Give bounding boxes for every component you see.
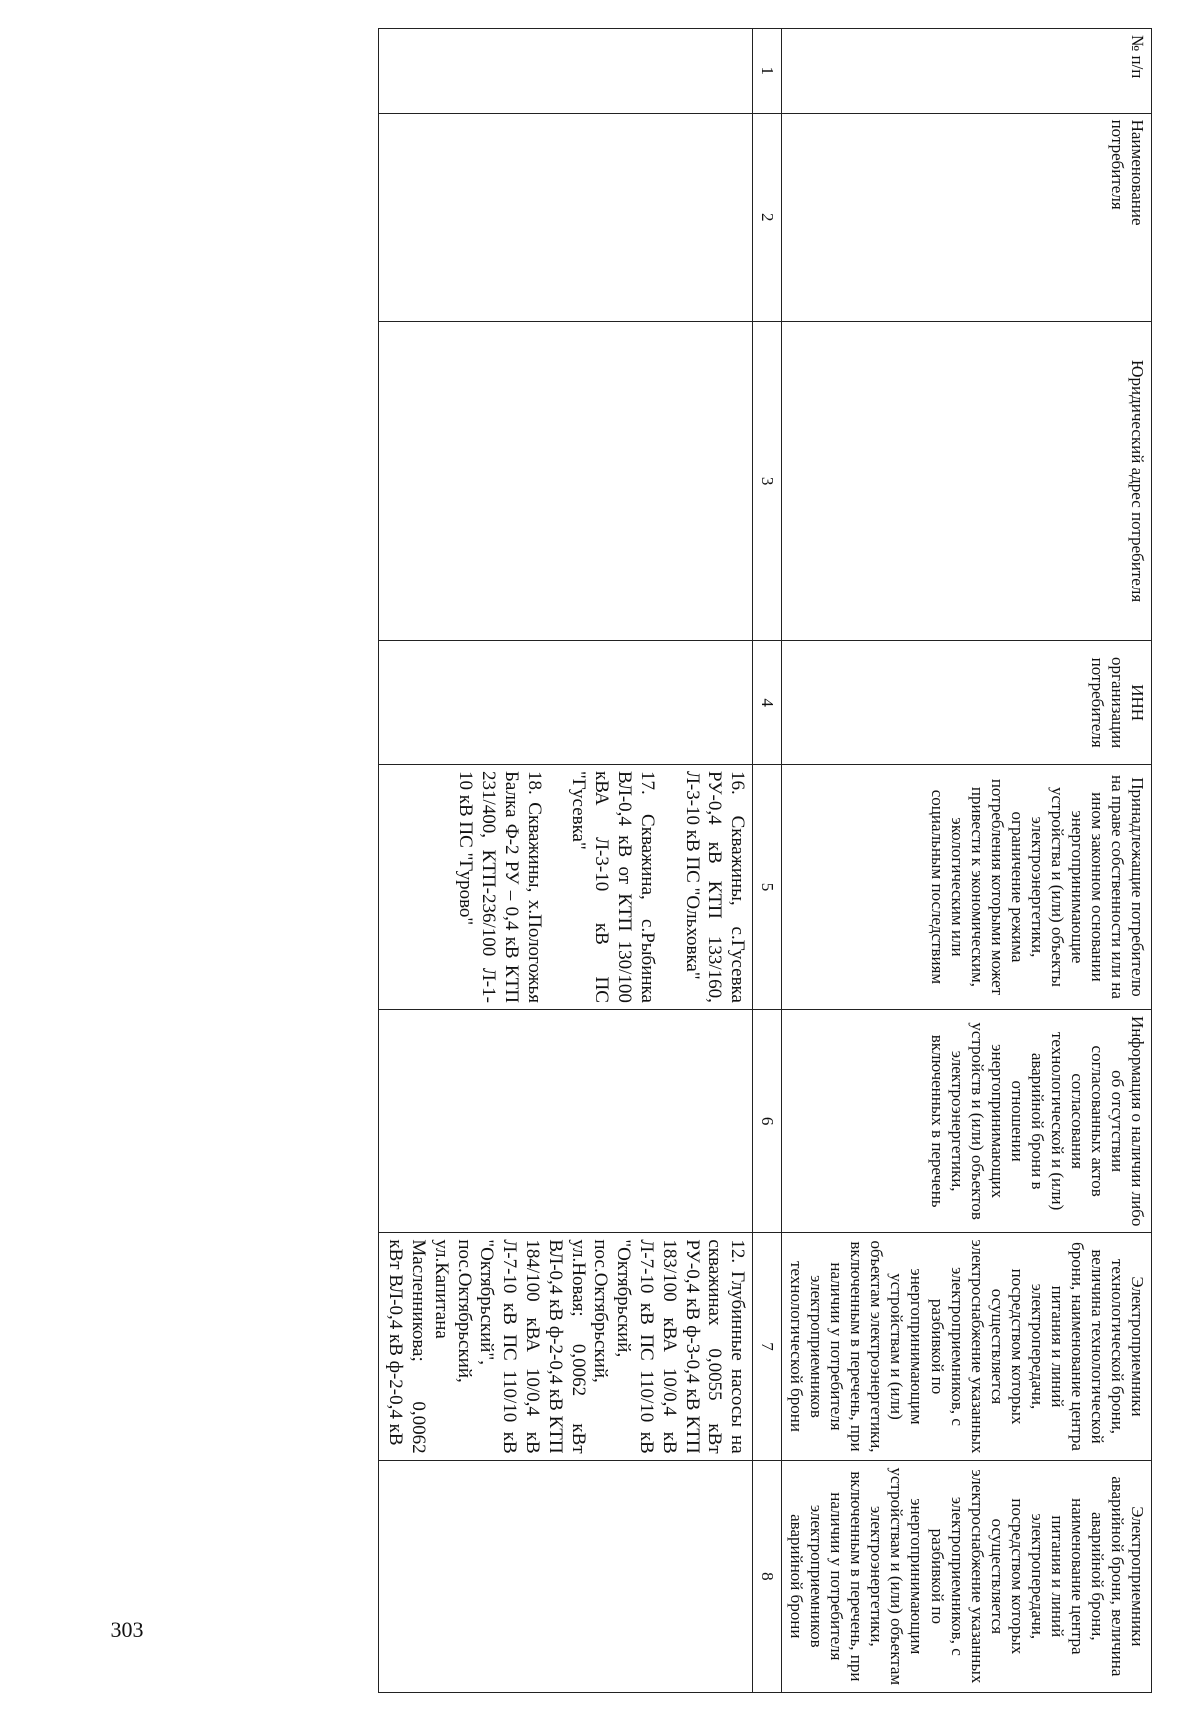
header-col-6: Информация о наличии либо об отсутствии согласованных актов согласования технологической и (или) аварийной брони в отношении энергопринимающих устройств и (или) объектов электроэнергетики, включенных в перечень: [782, 1009, 1152, 1232]
cell-col-1: [379, 29, 753, 114]
cell-col-4: [379, 641, 753, 765]
list-item: 12. Глубинные насосы на скважинах 0,0055 кВт РУ-0,4 кВ ф-3-0,4 кВ КТП 183/100 кВА 10/0,4 кВ Л-7-10 кВ ПС 110/10 кВ "Октябрьский, пос.Октябрьский, ул.Новая; 0,0062 кВт ВЛ-0,4 кВ ф-2-0,4 кВ КТП 184/100 кВА 10/0,4 кВ Л-7-10 кВ ПС 110/10 кВ "Октябрьский", пос.Октябрьский, ул.Капитана Масленникова; 0,0062 кВт ВЛ-0,4 кВ ф-2-0,4 кВ: [385, 1239, 749, 1454]
header-col-7: Электроприемники технологической брони, величина технологической брони, наименование центра питания и линий электропередачи, посредством которых осуществляется электроснабжение указанных электроприемников, с разбивкой по энергопринимающим устройствам и (или) объектам электроэнергетики, включенным в перечень, при наличии у потребителя электроприемников технологической брони: [782, 1233, 1152, 1460]
cell-col-2: [379, 113, 753, 321]
column-number: 3: [753, 321, 782, 640]
header-col-1: № п/п: [782, 29, 1152, 114]
list-item: 18. Скважины, х.Пологожья Балка Ф-2 РУ – 0,4 кВ КТП 231/400, КТП-236/100 Л-1-10 кВ ПС "Гурово": [455, 771, 545, 1003]
header-col-8: Электроприемники аварийной брони, величина аварийной брони, наименование центра питания и линий электропередачи, посредством которых осуществляется электроснабжение указанных электроприемников, с разбивкой по энергопринимающим устройствам и (или) объектам электроэнергетики, включенным в перечень, при наличии у потребителя электроприемников аварийной брони: [782, 1460, 1152, 1692]
header-col-3: Юридический адрес потребителя: [782, 321, 1152, 640]
cell-col-3: [379, 321, 753, 640]
cell-col-7: [379, 1233, 753, 1460]
column-number: 8: [753, 1460, 782, 1692]
cell-col-8: [379, 1460, 753, 1692]
cell-col-6: [379, 1009, 753, 1232]
column-number: 4: [753, 641, 782, 765]
column-number: 6: [753, 1009, 782, 1232]
consumer-table: [378, 28, 1152, 1693]
column-number: 1: [753, 29, 782, 114]
header-col-2: Наименование потребителя: [782, 113, 1152, 321]
column-number: 5: [753, 765, 782, 1010]
cell-col-5: [379, 765, 753, 1010]
header-row: [782, 29, 1152, 1693]
header-col-4: ИНН организации потребителя: [782, 641, 1152, 765]
list-item: 17. Скважина, с.Рыбинка ВЛ-0,4 кВ от КТП 130/100 кВА Л-3-10 кВ ПС "Гусевка": [568, 771, 658, 1003]
table-row: [379, 29, 753, 1693]
column-number-row: [753, 29, 782, 1693]
page-number: 303: [110, 1617, 144, 1642]
column-number: 2: [753, 113, 782, 321]
header-col-5: Принадлежащие потребителю на праве собственности или на ином законном основании энергопринимающие устройства и (или) объекты электроэнергетики, ограничение режима потребления которыми может привести к экономическим, экологическим или социальным последствиям: [782, 765, 1152, 1010]
list-item: 16. Скважины, с.Гусевка РУ-0,4 кВ КТП 133/160, Л-3-10 кВ ПС "Ольховка": [681, 771, 749, 1003]
column-number: 7: [753, 1233, 782, 1460]
